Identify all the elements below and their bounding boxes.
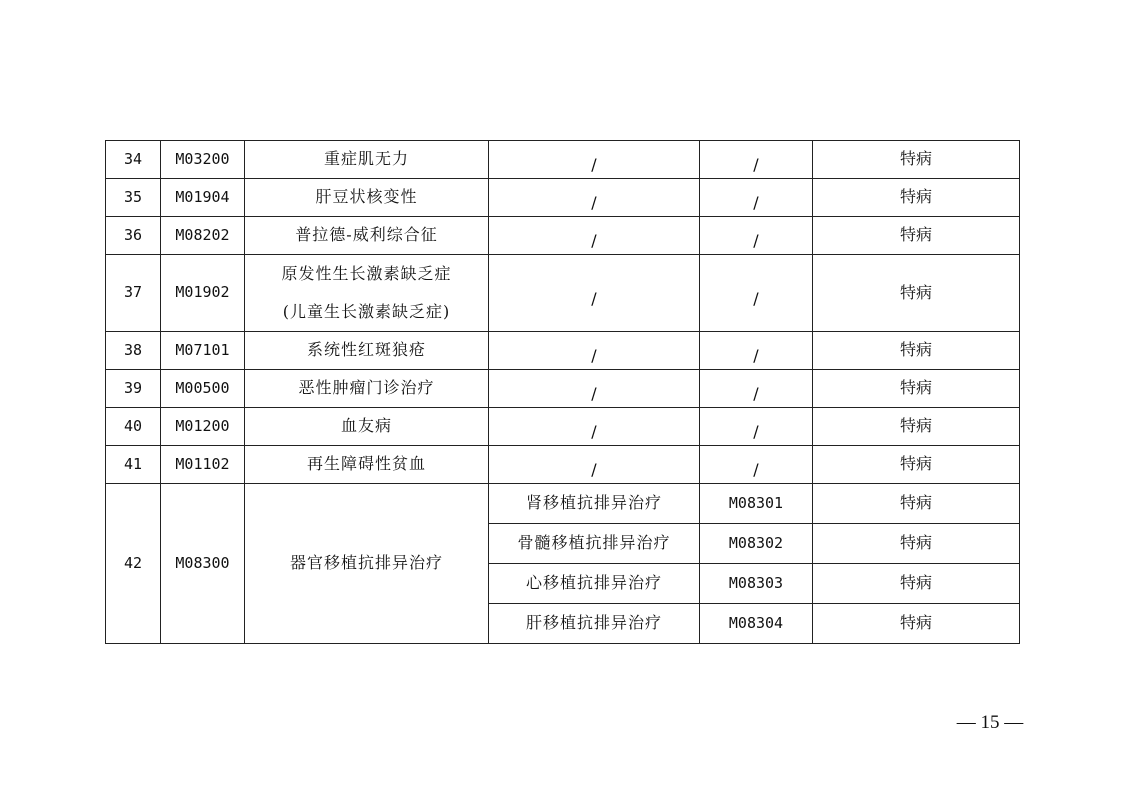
- disease-category: 特病: [813, 370, 1020, 408]
- row-number: 40: [106, 408, 161, 446]
- sub-disease-name: [489, 370, 700, 408]
- disease-code: M08300: [161, 484, 245, 644]
- disease-category: 特病: [813, 332, 1020, 370]
- disease-name: [245, 255, 489, 332]
- table-row: [106, 255, 1020, 332]
- disease-name: 恶性肿瘤门诊治疗: [245, 370, 489, 408]
- table-row: [106, 370, 1020, 408]
- sub-disease-name-value: /: [591, 288, 597, 308]
- row-number: 38: [106, 332, 161, 370]
- sub-disease-name-value: /: [591, 422, 597, 442]
- sub-disease-name: 肝移植抗排异治疗: [489, 604, 700, 644]
- disease-code: M03200: [161, 141, 245, 179]
- row-number: 36: [106, 217, 161, 255]
- row-number: 34: [106, 141, 161, 179]
- disease-name-alias: (儿童生长激素缺乏症): [282, 302, 451, 321]
- row-number: 39: [106, 370, 161, 408]
- sub-disease-name-value: /: [591, 384, 597, 404]
- row-number: 41: [106, 446, 161, 484]
- disease-name: 重症肌无力: [245, 141, 489, 179]
- sub-disease-name: [489, 179, 700, 217]
- sub-disease-name: [489, 408, 700, 446]
- page-number: — 15 —: [956, 712, 1024, 733]
- sub-disease-code-value: /: [753, 346, 759, 366]
- sub-disease-name-value: /: [591, 346, 597, 366]
- disease-code: M07101: [161, 332, 245, 370]
- row-number: 37: [106, 255, 161, 332]
- sub-disease-code-value: /: [753, 288, 759, 308]
- table-row: [106, 179, 1020, 217]
- disease-code: M01904: [161, 179, 245, 217]
- sub-disease-code: M08302: [700, 524, 813, 564]
- sub-disease-code-value: /: [753, 155, 759, 175]
- sub-disease-code-value: /: [753, 422, 759, 442]
- sub-disease-code: [700, 255, 813, 332]
- disease-table: [105, 140, 1020, 644]
- sub-disease-code: M08304: [700, 604, 813, 644]
- row-number: 35: [106, 179, 161, 217]
- table-row: [106, 141, 1020, 179]
- sub-disease-code: [700, 179, 813, 217]
- disease-category: 特病: [813, 141, 1020, 179]
- disease-category: 特病: [813, 446, 1020, 484]
- disease-category: 特病: [813, 408, 1020, 446]
- sub-disease-code: [700, 370, 813, 408]
- disease-category: 特病: [813, 217, 1020, 255]
- disease-code: M08202: [161, 217, 245, 255]
- table-row: [106, 446, 1020, 484]
- sub-disease-code: [700, 332, 813, 370]
- sub-disease-code: [700, 446, 813, 484]
- sub-disease-code-value: /: [753, 460, 759, 480]
- table-row: [106, 408, 1020, 446]
- table-row: [106, 217, 1020, 255]
- sub-disease-code-value: /: [753, 231, 759, 251]
- disease-name: 肝豆状核变性: [245, 179, 489, 217]
- disease-name-line: 原发性生长激素缺乏症: [281, 264, 452, 283]
- sub-disease-code: [700, 217, 813, 255]
- disease-name: 系统性红斑狼疮: [245, 332, 489, 370]
- disease-name: 普拉德-威利综合征: [245, 217, 489, 255]
- sub-disease-code: M08301: [700, 484, 813, 524]
- sub-disease-name: 肾移植抗排异治疗: [489, 484, 700, 524]
- disease-code: M01200: [161, 408, 245, 446]
- sub-disease-name: 骨髓移植抗排异治疗: [489, 524, 700, 564]
- sub-disease-name-value: /: [591, 231, 597, 251]
- sub-disease-code: [700, 408, 813, 446]
- disease-category: 特病: [813, 255, 1020, 332]
- sub-disease-name: [489, 141, 700, 179]
- sub-disease-code-value: /: [753, 384, 759, 404]
- row-number: 42: [106, 484, 161, 644]
- sub-disease-name: [489, 332, 700, 370]
- disease-name: 再生障碍性贫血: [245, 446, 489, 484]
- disease-code: M00500: [161, 370, 245, 408]
- disease-category: 特病: [813, 604, 1020, 644]
- sub-disease-name-value: /: [591, 155, 597, 175]
- disease-category: 特病: [813, 564, 1020, 604]
- disease-code: M01902: [161, 255, 245, 332]
- sub-disease-code-value: /: [753, 193, 759, 213]
- sub-disease-name: [489, 217, 700, 255]
- disease-name: 器官移植抗排异治疗: [245, 484, 489, 644]
- disease-code: M01102: [161, 446, 245, 484]
- sub-disease-name-value: /: [591, 460, 597, 480]
- sub-disease-name-value: /: [591, 193, 597, 213]
- sub-disease-name: [489, 255, 700, 332]
- disease-category: 特病: [813, 484, 1020, 524]
- sub-disease-name: 心移植抗排异治疗: [489, 564, 700, 604]
- disease-name: 血友病: [245, 408, 489, 446]
- sub-disease-code: [700, 141, 813, 179]
- disease-category: 特病: [813, 524, 1020, 564]
- sub-disease-name: [489, 446, 700, 484]
- table-row: [106, 332, 1020, 370]
- table-row: [106, 484, 1020, 524]
- disease-category: 特病: [813, 179, 1020, 217]
- sub-disease-code: M08303: [700, 564, 813, 604]
